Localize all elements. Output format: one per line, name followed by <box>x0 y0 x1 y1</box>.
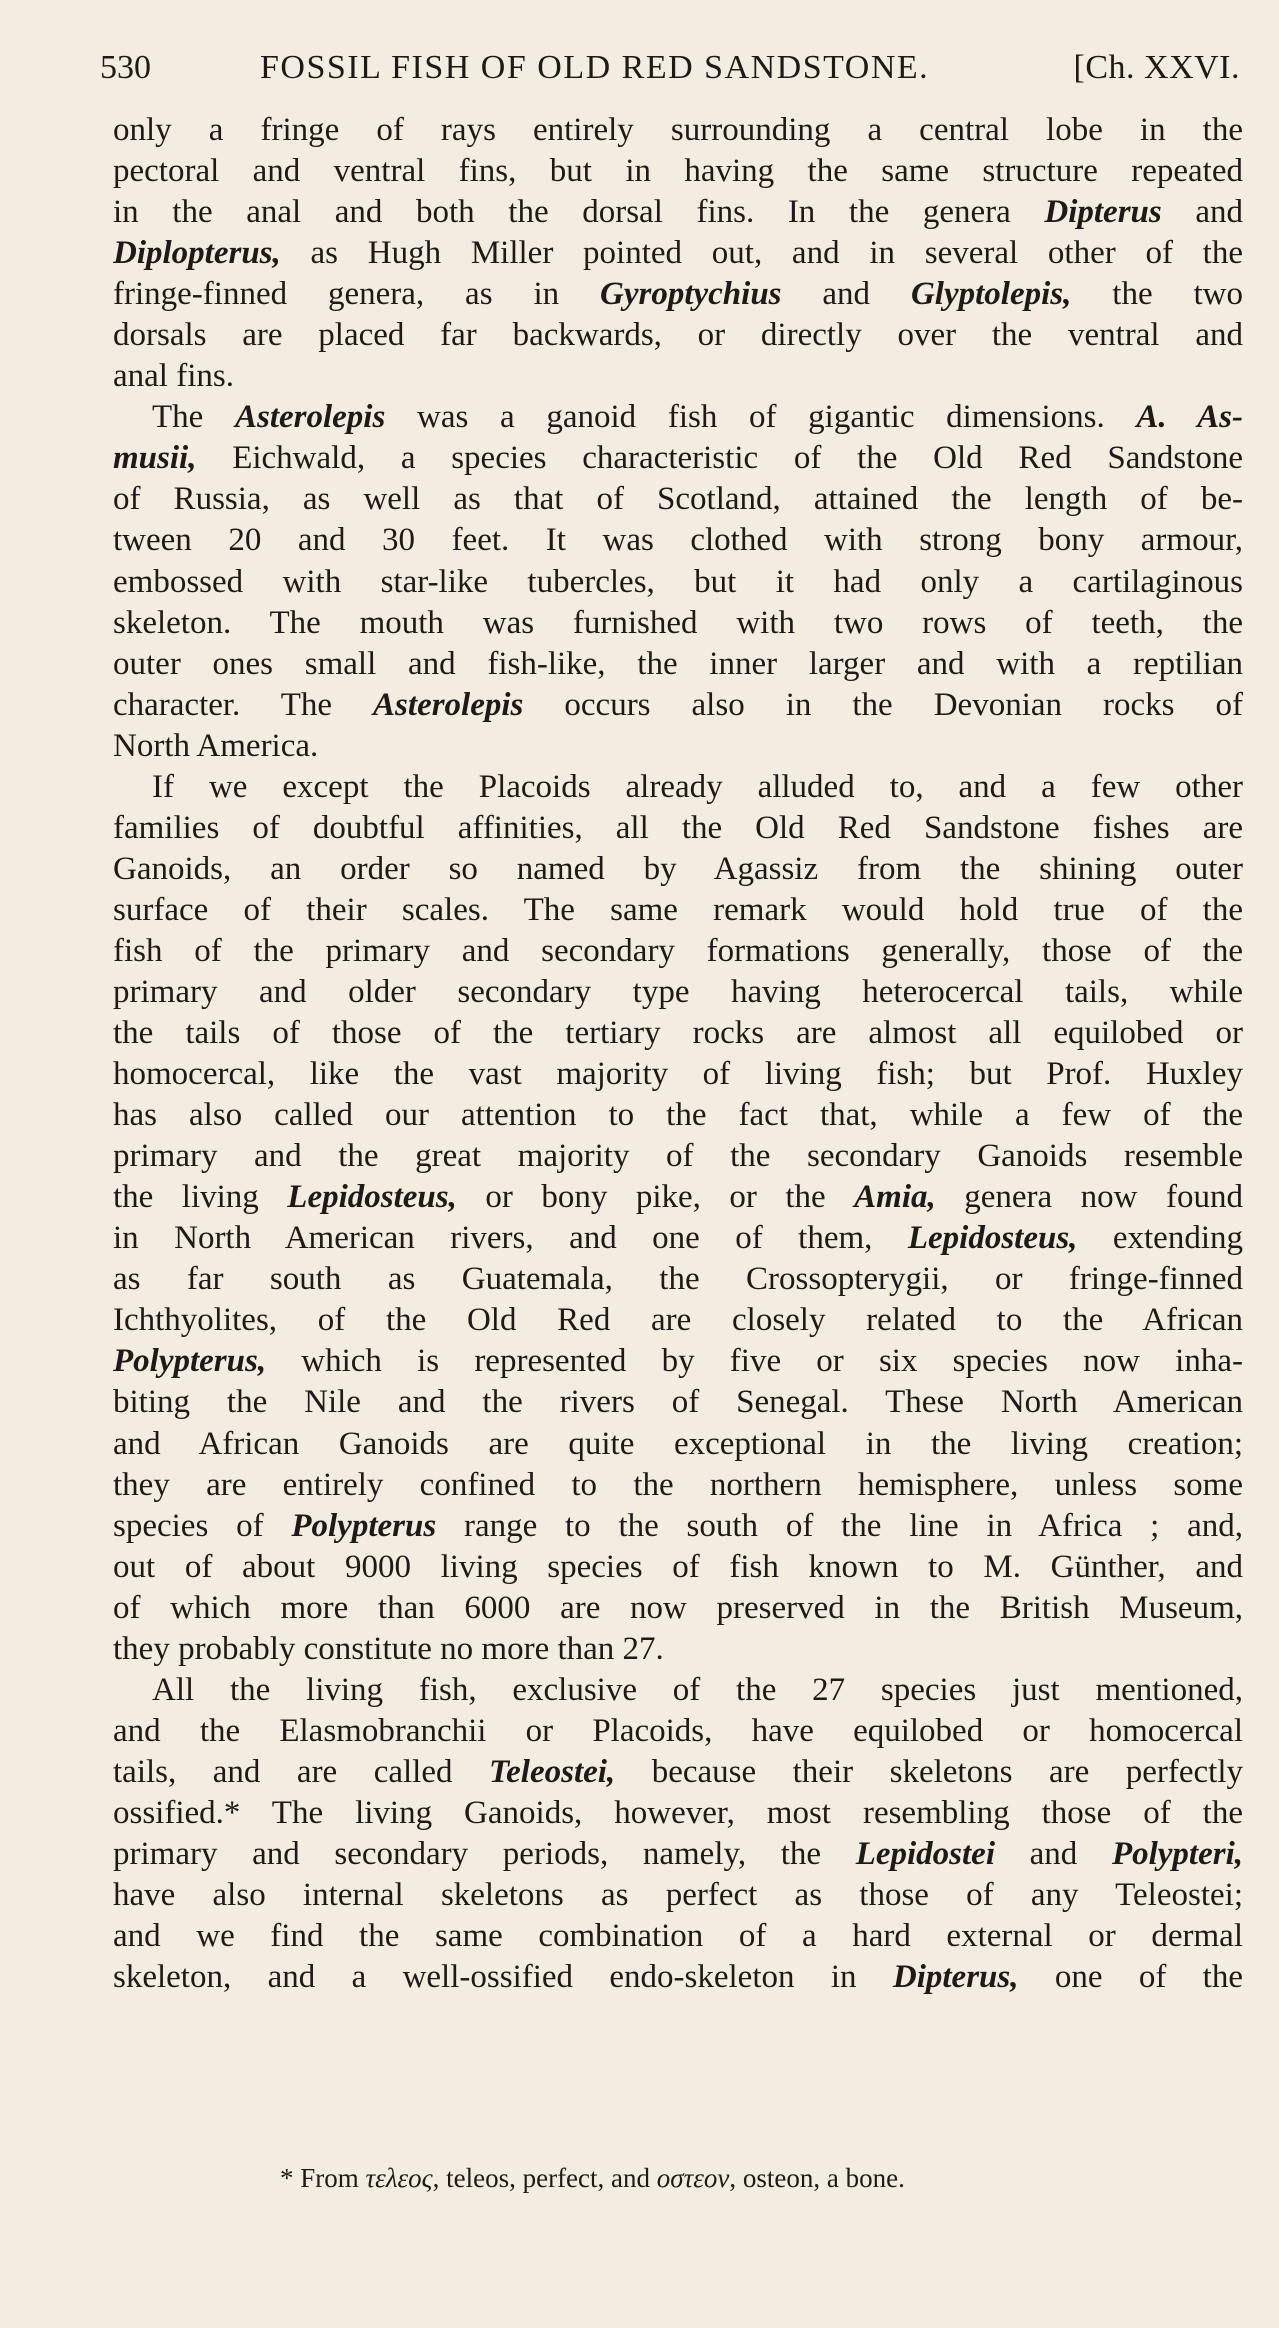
italic-term: Dipterus <box>1044 194 1162 231</box>
text-segment: fringe-finned genera, as in <box>113 276 601 313</box>
text-line <box>113 1916 1243 1957</box>
text-segment: If we except the Placoids already alluded to, and a few other <box>152 768 1243 805</box>
italic-term: Lepidosteus, <box>287 1179 457 1216</box>
text-segment: skeleton, and a well-ossified endo-skeleton in <box>113 1959 893 1996</box>
text-line <box>113 1465 1243 1506</box>
footnote-text-b: , teleos, perfect, and <box>432 2163 657 2193</box>
text-line <box>113 1834 1243 1875</box>
text-segment: primary and older secondary type having heterocercal tails, while <box>113 973 1243 1010</box>
text-segment: and <box>1161 194 1243 231</box>
text-segment: outer ones small and fish-like, the inner larger and with a reptilian <box>113 645 1243 682</box>
text-line <box>113 1506 1243 1547</box>
text-line <box>113 972 1243 1013</box>
text-line <box>113 1218 1243 1259</box>
text-segment: because their skeletons are perfectly <box>615 1753 1243 1790</box>
text-segment: homocercal, like the vast majority of living fish; but Prof. Huxley <box>113 1056 1243 1093</box>
chapter-label: [Ch. XXVI. <box>1073 49 1240 86</box>
text-line <box>113 1793 1243 1834</box>
text-line <box>113 315 1243 356</box>
text-line <box>113 1300 1243 1341</box>
running-title: FOSSIL FISH OF OLD RED SANDSTONE. <box>260 49 930 86</box>
text-line <box>113 1259 1243 1300</box>
italic-term: Polypterus <box>291 1507 437 1544</box>
text-line <box>113 849 1243 890</box>
text-line <box>113 603 1243 644</box>
text-segment: Ichthyolites, of the Old Red are closely related to the African <box>113 1302 1243 1339</box>
text-segment: or bony pike, or the <box>456 1179 855 1216</box>
text-line <box>113 808 1243 849</box>
text-segment: character. The <box>113 686 374 723</box>
text-line <box>113 1013 1243 1054</box>
text-line <box>113 192 1243 233</box>
page-header <box>100 48 1240 88</box>
text-segment: range to the south of the line in Africa ; and, <box>436 1507 1243 1544</box>
text-line <box>113 767 1243 808</box>
text-segment: was a ganoid fish of gigantic dimensions. <box>385 399 1137 436</box>
text-segment: have also internal skeletons as perfect as those of any Teleostei; <box>113 1877 1243 1914</box>
text-segment: occurs also in the Devonian rocks of <box>523 686 1243 723</box>
italic-term: Polypterus, <box>113 1343 267 1380</box>
italic-term: musii, <box>113 440 197 477</box>
italic-term: Gyroptychius <box>600 276 782 313</box>
text-segment: of Russia, as well as that of Scotland, attained the length of be- <box>113 481 1243 518</box>
text-line <box>113 1341 1243 1382</box>
text-segment: in North American rivers, and one of them, <box>113 1220 908 1257</box>
text-line <box>113 274 1243 315</box>
text-line <box>113 356 1243 397</box>
text-line <box>113 151 1243 192</box>
text-segment: as far south as Guatemala, the Crossopterygii, or fringe-finned <box>113 1261 1243 1298</box>
text-segment: Eichwald, a species characteristic of the Old Red Sandstone <box>196 440 1243 477</box>
footnote-greek-teleos: τελεος <box>365 2163 433 2193</box>
body-text <box>113 110 1243 1998</box>
text-segment: genera now found <box>935 1179 1243 1216</box>
text-segment: embossed with star-like tubercles, but it had only a cartilaginous <box>113 563 1243 600</box>
text-line <box>113 520 1243 561</box>
text-segment: ossified.* The living Ganoids, however, most resembling those of the <box>113 1794 1243 1831</box>
text-segment: the tails of those of the tertiary rocks are almost all equilobed or <box>113 1015 1243 1052</box>
text-segment: All the living fish, exclusive of the 27 species just mentioned, <box>152 1671 1243 1708</box>
text-segment: and <box>995 1835 1112 1872</box>
text-line <box>113 397 1243 438</box>
text-segment: out of about 9000 living species of fish known to M. Günther, and <box>113 1548 1243 1585</box>
text-segment: pectoral and ventral fins, but in having the same structure repeated <box>113 153 1243 190</box>
text-line <box>113 1136 1243 1177</box>
text-segment: biting the Nile and the rivers of Senegal. These North American <box>113 1384 1243 1421</box>
text-line <box>113 479 1243 520</box>
text-line <box>113 726 1243 767</box>
footnote-text-a: From <box>300 2163 366 2193</box>
text-segment: North America. <box>113 727 319 764</box>
italic-term: Asterolepis <box>373 686 524 723</box>
italic-term: Asterolepis <box>234 399 386 436</box>
text-segment: species of <box>113 1507 292 1544</box>
text-line <box>113 1382 1243 1423</box>
footnote <box>280 2160 1240 2196</box>
text-segment: primary and the great majority of the secondary Ganoids resemble <box>113 1138 1243 1175</box>
italic-term: Glyptolepis, <box>910 276 1072 313</box>
italic-term: Lepidostei <box>855 1835 995 1872</box>
text-line <box>113 1629 1243 1670</box>
text-line <box>113 110 1243 151</box>
footnote-greek-osteon: οστεον <box>656 2163 730 2193</box>
text-line <box>113 1588 1243 1629</box>
text-segment: the living <box>113 1179 288 1216</box>
text-line <box>113 890 1243 931</box>
text-segment: which is represented by five or six species now inha- <box>266 1343 1243 1380</box>
footnote-marker: * <box>280 2163 294 2193</box>
text-segment: extending <box>1077 1220 1243 1257</box>
text-segment: fish of the primary and secondary formations generally, those of the <box>113 932 1243 969</box>
text-segment: skeleton. The mouth was furnished with two rows of teeth, the <box>113 604 1243 641</box>
text-line <box>113 1711 1243 1752</box>
text-segment: as Hugh Miller pointed out, and in several other of the <box>280 235 1243 272</box>
text-line <box>113 438 1243 479</box>
text-line <box>113 1670 1243 1711</box>
text-segment: anal fins. <box>113 358 234 395</box>
text-line <box>113 1547 1243 1588</box>
text-line <box>113 1177 1243 1218</box>
text-segment: they probably constitute no more than 27. <box>113 1630 664 1667</box>
italic-term: Diplopterus, <box>113 235 281 272</box>
text-segment: surface of their scales. The same remark would hold true of the <box>113 891 1243 928</box>
text-segment: dorsals are placed far backwards, or directly over the ventral and <box>113 317 1243 354</box>
text-segment: of which more than 6000 are now preserved in the British Museum, <box>113 1589 1243 1626</box>
text-line <box>113 1752 1243 1793</box>
text-segment: and African Ganoids are quite exceptional in the living creation; <box>113 1425 1243 1462</box>
text-segment: and <box>781 276 911 313</box>
text-line <box>113 233 1243 274</box>
text-segment: in the anal and both the dorsal fins. In the genera <box>113 194 1045 231</box>
italic-term: Dipterus, <box>892 1959 1019 1996</box>
italic-term: A. As- <box>1136 399 1243 436</box>
italic-term: Teleostei, <box>489 1753 616 1790</box>
page-number: 530 <box>100 49 151 86</box>
italic-term: Amia, <box>854 1179 936 1216</box>
text-segment: primary and secondary periods, namely, the <box>113 1835 856 1872</box>
footnote-text-c: , osteon, a bone. <box>729 2163 905 2193</box>
text-line <box>113 1875 1243 1916</box>
text-line <box>113 1957 1243 1998</box>
text-segment: Ganoids, an order so named by Agassiz from the shining outer <box>113 850 1243 887</box>
text-line <box>113 644 1243 685</box>
text-segment: and we find the same combination of a hard external or dermal <box>113 1918 1243 1955</box>
italic-term: Lepidosteus, <box>907 1220 1078 1257</box>
text-line <box>113 931 1243 972</box>
text-line <box>113 685 1243 726</box>
text-line <box>113 1095 1243 1136</box>
text-segment: tails, and are called <box>113 1753 490 1790</box>
text-line <box>113 1424 1243 1465</box>
text-segment: tween 20 and 30 feet. It was clothed with strong bony armour, <box>113 522 1243 559</box>
italic-term: Polypteri, <box>1111 1835 1243 1872</box>
text-segment: only a fringe of rays entirely surrounding a central lobe in the <box>113 112 1243 148</box>
text-segment: they are entirely confined to the northern hemisphere, unless some <box>113 1466 1243 1503</box>
text-line <box>113 562 1243 603</box>
text-segment: The <box>152 399 235 436</box>
text-segment: the two <box>1071 276 1243 313</box>
text-segment: has also called our attention to the fact that, while a few of the <box>113 1097 1243 1134</box>
text-segment: and the Elasmobranchii or Placoids, have equilobed or homocercal <box>113 1712 1243 1749</box>
text-segment: one of the <box>1018 1959 1243 1996</box>
text-line <box>113 1054 1243 1095</box>
text-segment: families of doubtful affinities, all the Old Red Sandstone fishes are <box>113 809 1243 846</box>
